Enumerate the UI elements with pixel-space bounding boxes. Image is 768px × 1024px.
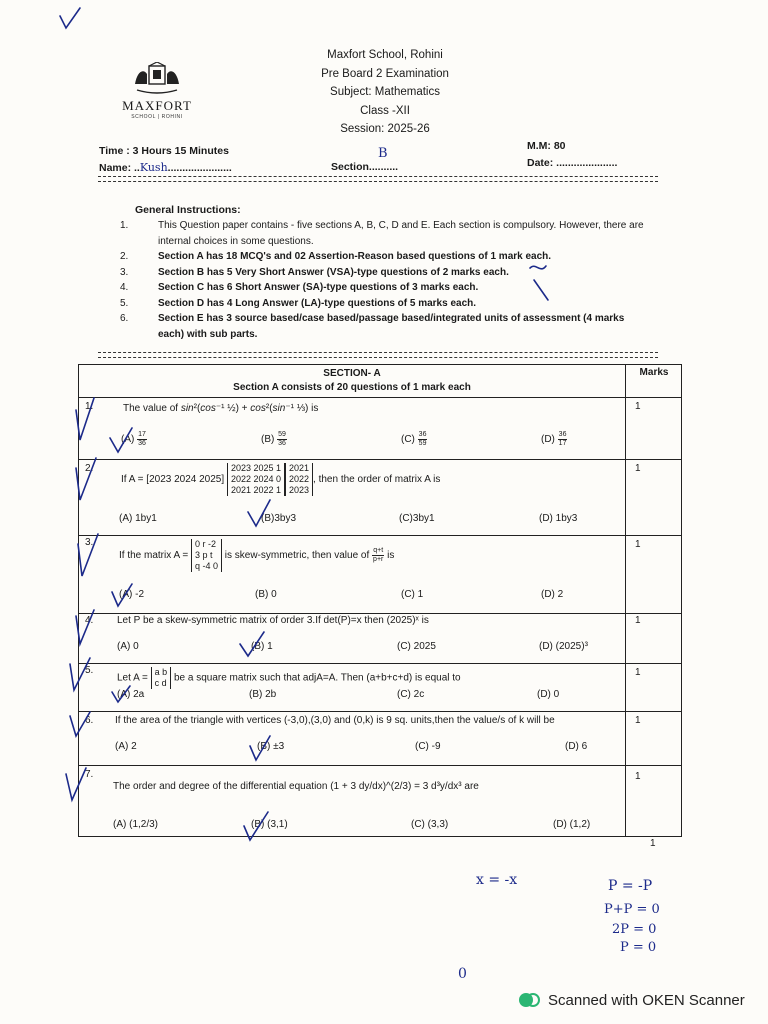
tick-icon (66, 768, 86, 800)
session-line: Session: 2025-26 (340, 123, 430, 135)
option-c[interactable]: (C)3by1 (399, 513, 435, 524)
school-title: Maxfort School, Rohini (327, 49, 443, 61)
question-number: 3. (85, 537, 94, 548)
instructions-title: General Instructions: (135, 204, 241, 216)
tick-icon (76, 458, 96, 500)
option-b[interactable]: (B) $\frac{59}{36}$ (261, 431, 286, 447)
matrix-b: 2023 2025 1 2022 2024 0 2021 2022 1 (227, 463, 285, 496)
initials-scribble (530, 266, 548, 300)
question-marks: 1 (635, 539, 641, 550)
handwritten-note: P+P = 0 (604, 902, 660, 917)
question-number: 1. (85, 401, 94, 412)
question-marks: 1 (635, 771, 641, 782)
option-a[interactable]: (A) 1by1 (119, 513, 157, 524)
handwritten-section: B (378, 146, 388, 161)
option-d[interactable]: (D) 6 (565, 741, 588, 752)
handwritten-note: 0 (458, 966, 467, 982)
tick-icon (70, 712, 90, 736)
option-c[interactable]: (C) 2025 (397, 641, 436, 652)
section-field: Section.......... (331, 161, 399, 173)
option-a[interactable]: (A) (1,2/3) (113, 819, 159, 830)
question-marks: 1 (635, 401, 641, 412)
option-c[interactable]: (C) 2c (397, 689, 425, 700)
option-d[interactable]: (D) 0 (537, 689, 560, 700)
option-b[interactable]: (B) 1 (251, 641, 273, 652)
option-a[interactable]: (A) 0 (117, 641, 139, 652)
matrix-a: 0 r -2 3 p t q -4 0 (191, 539, 222, 572)
instruction-item: 3. Section B has 5 Very Short Answer (VSA)-type questions of 2 marks each. (120, 266, 509, 278)
logo-subtitle: SCHOOL | ROHINI (131, 114, 183, 120)
option-c[interactable]: (C) -9 (415, 741, 441, 752)
option-d[interactable]: (D) 2 (541, 589, 564, 600)
logo-name: MAXFORT (122, 98, 192, 113)
question-text: Let P be a skew-symmetric matrix of order 3.If det(P)=x then (2025)ˣ is (117, 615, 429, 626)
question-number: 6. (85, 715, 94, 726)
option-b[interactable]: (B) 2b (249, 689, 277, 700)
instruction-item: 5. Section D has 4 Long Answer (LA)-type questions of 5 marks each. (120, 297, 477, 309)
max-marks: M.M: 80 (527, 140, 566, 152)
question-text: The order and degree of the differential equation (1 + 3 dy/dx)^(2/3) = 3 d³y/dx³ are (113, 781, 479, 792)
name-dots: ...................... (167, 162, 232, 174)
option-b[interactable]: (B)3by3 (261, 513, 297, 524)
question-number: 7. (85, 769, 94, 780)
handwritten-name: Kush (139, 161, 168, 174)
instruction-item: 1. This Question paper contains - five sections A, B, C, D and E. Each section is compulsory. However, there are internal choices in some questions. (120, 220, 644, 247)
question-text: Let A = a b c d be a square matrix such that adjA=A. Then (a+b+c+d) is equal to (117, 667, 461, 688)
option-a[interactable]: (A) $\frac{17}{36}$ (121, 431, 146, 447)
name-label: Name: .. (99, 162, 140, 174)
question-text: If A = [2023 2024 2025] 2023 2025 1 2022 2024 0 2021 2022 1 2021 2022 2023 , then the order of matrix A is (121, 463, 441, 495)
question-number: 4. (85, 615, 94, 626)
option-c[interactable]: (C) (3,3) (411, 819, 449, 830)
matrix-a: a b c d (151, 667, 172, 689)
question-number: 2. (85, 463, 94, 474)
scanner-label: Scanned with OKEN Scanner (548, 991, 745, 1009)
option-b[interactable]: (B) 0 (255, 589, 277, 600)
question-marks: 1 (635, 667, 641, 678)
tick-icon (248, 500, 270, 526)
page-number: 1 (650, 838, 656, 849)
handwritten-note: x = -x (476, 872, 518, 888)
section-title: SECTION- A (323, 368, 381, 379)
option-a[interactable]: (A) 2a (117, 689, 145, 700)
scanner-logo-icon (518, 990, 540, 1010)
question-marks: 1 (635, 615, 641, 626)
option-d[interactable]: (D) $\frac{36}{17}$ (541, 431, 567, 447)
option-d[interactable]: (D) (1,2) (553, 819, 591, 830)
scanner-watermark (518, 990, 745, 1010)
class-line: Class -XII (360, 104, 410, 117)
question-marks: 1 (635, 715, 641, 726)
marks-header: Marks (639, 367, 669, 378)
option-b[interactable]: (B) ±3 (257, 741, 285, 752)
tick-icon (70, 658, 90, 690)
tick-icon (110, 428, 132, 452)
option-b[interactable]: (B) (3,1) (251, 819, 288, 830)
instruction-item: 4. Section C has 6 Short Answer (SA)-type questions of 3 marks each. (120, 282, 479, 293)
tick-icon (112, 686, 130, 702)
exam-title: Pre Board 2 Examination (321, 67, 449, 80)
section-subtitle: Section A consists of 20 questions of 1 mark each (233, 382, 471, 393)
question-marks: 1 (635, 463, 641, 474)
option-d[interactable]: (D) 1by3 (539, 513, 578, 524)
tick-icon (76, 398, 94, 440)
tick-icon (240, 632, 264, 656)
tick-icon (112, 584, 132, 606)
option-c[interactable]: (C) $\frac{36}{59}$ (401, 431, 427, 447)
tick-icon (76, 610, 94, 644)
question-text: If the area of the triangle with vertices (-3,0),(3,0) and (0,k) is 9 sq. units,then the value/s of k will be (115, 715, 555, 726)
instruction-item: 2. Section A has 18 MCQ's and 02 Assertion-Reason based questions of 1 mark each. (120, 251, 552, 262)
date-field: Date: ..................... (527, 157, 618, 169)
option-a[interactable]: (A) 2 (115, 741, 137, 752)
time-label: Time : 3 Hours 15 Minutes (99, 145, 229, 157)
tick-icon (250, 736, 270, 760)
tick-icon (78, 534, 98, 576)
tick-icon (60, 8, 80, 28)
handwritten-note: 2P = 0 (612, 922, 657, 937)
option-c[interactable]: (C) 1 (401, 589, 424, 600)
subject-line: Subject: Mathematics (330, 86, 440, 98)
matrix-c: 2021 2022 2023 (285, 463, 313, 496)
handwritten-note: P = -P (608, 878, 653, 894)
tick-marks (60, 8, 548, 840)
tick-icon (244, 812, 268, 840)
option-a[interactable]: (A) -2 (119, 589, 144, 600)
question-text: The value of sin²(cos⁻¹ ½) + cos²(sin⁻¹ ⅓) is (123, 403, 319, 414)
instruction-item: 6. Section E has 3 source based/case based/passage based/integrated units of assessment (4 marks each) with sub parts. (120, 313, 625, 340)
handwritten-note: P = 0 (620, 940, 657, 955)
question-text: If the matrix A = 0 r -2 3 p t q -4 0 is skew-symmetric, then value of $\frac{q+t}{p+r}$ is (119, 539, 395, 571)
option-d[interactable]: (D) (2025)³ (539, 641, 588, 652)
question-number: 5. (85, 665, 94, 676)
